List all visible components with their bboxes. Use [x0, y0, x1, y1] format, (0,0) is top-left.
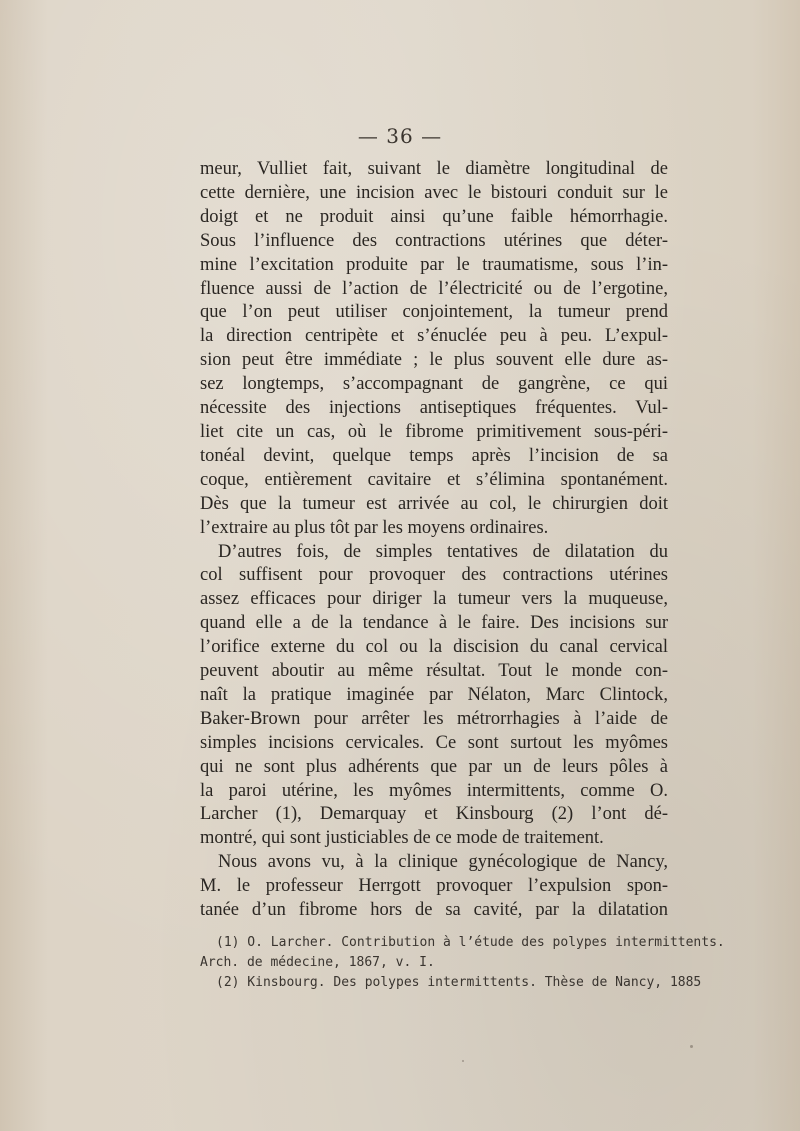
text-line: l’orifice externe du col ou la discision du canal cervical [200, 637, 668, 658]
text-line: sion peut être immédiate ; le plus souvent elle dure as- [200, 350, 668, 371]
text-line: simples incisions cervicales. Ce sont surtout les myômes [200, 732, 668, 753]
text-line: fluence aussi de l’action de l’électricité ou de l’ergotine, [200, 278, 668, 299]
text-line: assez efficaces pour diriger la tumeur vers la muqueuse, [200, 589, 668, 610]
text-line: naît la pratique imaginée par Nélaton, Marc Clintock, [200, 684, 668, 705]
text-line: sez longtemps, s’accompagnant de gangrène, ce qui [200, 374, 668, 395]
text-line: tanée d’un fibrome hors de sa cavité, par la dilatation [200, 900, 668, 921]
text-line: M. le professeur Herrgott provoquer l’expulsion spon- [200, 876, 668, 897]
text-line: la direction centripète et s’énuclée peu à peu. L’expul- [200, 326, 668, 347]
paper-speck [462, 1060, 464, 1062]
text-line: coque, entièrement cavitaire et s’élimina spontanément. [200, 469, 668, 490]
text-line: Sous l’influence des contractions utérines que déter- [200, 230, 668, 251]
text-line: la paroi utérine, les myômes intermittents, comme O. [200, 780, 668, 801]
text-line: mine l’excitation produite par le traumatisme, sous l’in- [200, 254, 668, 275]
text-line: col suffisent pour provoquer des contractions utérines [200, 565, 668, 586]
footnote-1: (1) O. Larcher. Contribution à l’étude des polypes intermittents. [216, 935, 725, 950]
text-line: qui ne sont plus adhérents que par un de leurs pôles à [200, 756, 668, 777]
text-line: doigt et ne produit ainsi qu’une faible hémorrhagie. [200, 206, 668, 227]
footnote-2: (2) Kinsbourg. Des polypes intermittents. Thèse de Nancy, 1885 [216, 975, 702, 990]
text-line: Baker-Brown pour arrêter les métrorrhagies à l’aide de [200, 708, 668, 729]
paper-speck [690, 1045, 693, 1048]
text-line: Larcher (1), Demarquay et Kinsbourg (2) l’ont dé- [200, 804, 668, 825]
text-line: quand elle a de la tendance à le faire. Des incisions sur [200, 613, 668, 634]
text-line: peuvent aboutir au même résultat. Tout le monde con- [200, 661, 668, 682]
text-line: l’extraire au plus tôt par les moyens ordinaires. [200, 517, 549, 538]
text-line: montré, qui sont justiciables de ce mode de traitement. [200, 828, 604, 849]
text-line: cette dernière, une incision avec le bistouri conduit sur le [200, 182, 668, 203]
paragraph-start-line: D’autres fois, de simples tentatives de dilatation du [218, 541, 668, 562]
body-text [200, 158, 668, 923]
text-line: meur, Vulliet fait, suivant le diamètre longitudinal de [200, 159, 668, 179]
text-line: liet cite un cas, où le fibrome primitivement sous-péri- [200, 421, 668, 442]
page-number: — 36 — [357, 124, 443, 148]
paragraph-start-line: Nous avons vu, à la clinique gynécologique de Nancy, [218, 852, 668, 873]
footnotes [200, 933, 725, 993]
text-line: nécessite des injections antiseptiques fréquentes. Vul- [200, 398, 668, 419]
text-line: Dès que la tumeur est arrivée au col, le chirurgien doit [200, 493, 668, 514]
text-line: tonéal devint, quelque temps après l’incision de sa [200, 445, 668, 466]
text-line: que l’on peut utiliser conjointement, la tumeur prend [200, 302, 668, 323]
footnote-1-continuation: Arch. de médecine, 1867, v. I. [200, 955, 435, 970]
